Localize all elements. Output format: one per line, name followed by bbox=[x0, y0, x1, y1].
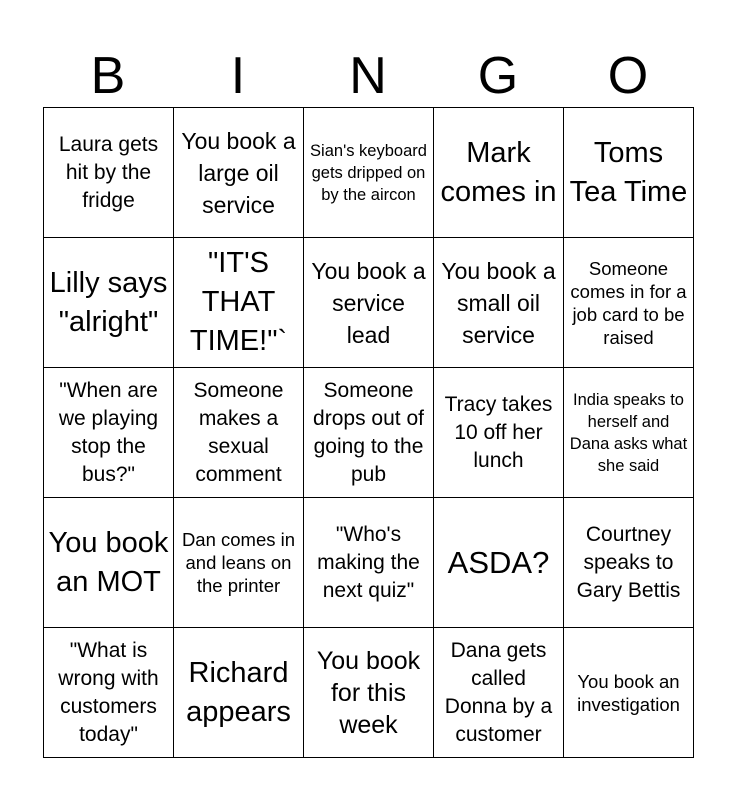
bingo-cell[interactable] bbox=[44, 368, 174, 498]
bingo-cell[interactable] bbox=[564, 108, 694, 238]
bingo-cell[interactable] bbox=[304, 498, 434, 628]
bingo-cell[interactable] bbox=[304, 368, 434, 498]
bingo-cell[interactable] bbox=[174, 498, 304, 628]
bingo-cell[interactable] bbox=[174, 368, 304, 498]
grid-row bbox=[44, 108, 694, 238]
cell-text: You book a service lead bbox=[311, 257, 426, 348]
bingo-cell[interactable] bbox=[434, 368, 564, 498]
bingo-cell[interactable] bbox=[564, 238, 694, 368]
cell-text: You book for this week bbox=[316, 646, 421, 739]
cell-text: Lilly says "alright" bbox=[49, 266, 168, 338]
header-letter-o: O bbox=[607, 47, 649, 105]
bingo-cell[interactable] bbox=[174, 238, 304, 368]
bingo-cell[interactable] bbox=[44, 238, 174, 368]
bingo-cell[interactable] bbox=[564, 368, 694, 498]
cell-text: India speaks to herself and Dana asks what she said bbox=[569, 390, 688, 475]
header-letter-n: N bbox=[349, 47, 387, 105]
bingo-cell[interactable] bbox=[434, 498, 564, 628]
cell-text: You book an MOT bbox=[48, 526, 169, 598]
grid-row bbox=[44, 628, 694, 758]
cell-text: Laura gets hit by the fridge bbox=[58, 132, 159, 212]
cell-text: Someone comes in for a job card to be raised bbox=[570, 257, 687, 348]
cell-text: "What is wrong with customers today" bbox=[58, 638, 159, 746]
cell-text: Courtney speaks to Gary Bettis bbox=[576, 522, 681, 602]
cell-text: "IT'S THAT TIME!"` bbox=[189, 247, 288, 357]
bingo-cell[interactable] bbox=[304, 108, 434, 238]
bingo-cell[interactable] bbox=[434, 628, 564, 758]
bingo-cell[interactable] bbox=[174, 628, 304, 758]
grid-row bbox=[44, 368, 694, 498]
bingo-cell[interactable] bbox=[44, 108, 174, 238]
bingo-cell[interactable] bbox=[174, 108, 304, 238]
header-letter-b: B bbox=[90, 47, 126, 105]
header-letter-g: G bbox=[477, 47, 519, 105]
cell-text: Someone drops out of going to the pub bbox=[313, 378, 424, 486]
bingo-cell[interactable] bbox=[44, 498, 174, 628]
cell-text: Richard appears bbox=[186, 656, 291, 728]
cell-text: Dan comes in and leans on the printer bbox=[181, 529, 296, 596]
cell-text: Sian's keyboard gets dripped on by the aircon bbox=[310, 141, 427, 204]
cell-text: "Who's making the next quiz" bbox=[317, 522, 420, 602]
cell-text: Dana gets called Donna by a customer bbox=[444, 638, 553, 746]
cell-text: You book a large oil service bbox=[181, 127, 296, 218]
bingo-cell[interactable] bbox=[564, 498, 694, 628]
bingo-cell[interactable] bbox=[304, 238, 434, 368]
bingo-header bbox=[43, 46, 693, 106]
bingo-grid bbox=[43, 107, 694, 758]
cell-text: "When are we playing stop the bus?" bbox=[58, 378, 159, 486]
cell-text: You book a small oil service bbox=[441, 257, 556, 348]
bingo-cell[interactable] bbox=[44, 628, 174, 758]
cell-text: Toms Tea Time bbox=[569, 136, 688, 208]
bingo-cell[interactable] bbox=[434, 108, 564, 238]
cell-text: Tracy takes 10 off her lunch bbox=[444, 392, 553, 472]
cell-text: Mark comes in bbox=[440, 136, 557, 208]
bingo-cell[interactable] bbox=[304, 628, 434, 758]
grid-row bbox=[44, 238, 694, 368]
cell-text: Someone makes a sexual comment bbox=[193, 378, 284, 486]
header-letter-i: I bbox=[230, 47, 246, 105]
bingo-cell[interactable] bbox=[434, 238, 564, 368]
cell-text: You book an investigation bbox=[577, 670, 680, 715]
grid-row bbox=[44, 498, 694, 628]
cell-text: ASDA? bbox=[447, 544, 550, 580]
bingo-cell[interactable] bbox=[564, 628, 694, 758]
